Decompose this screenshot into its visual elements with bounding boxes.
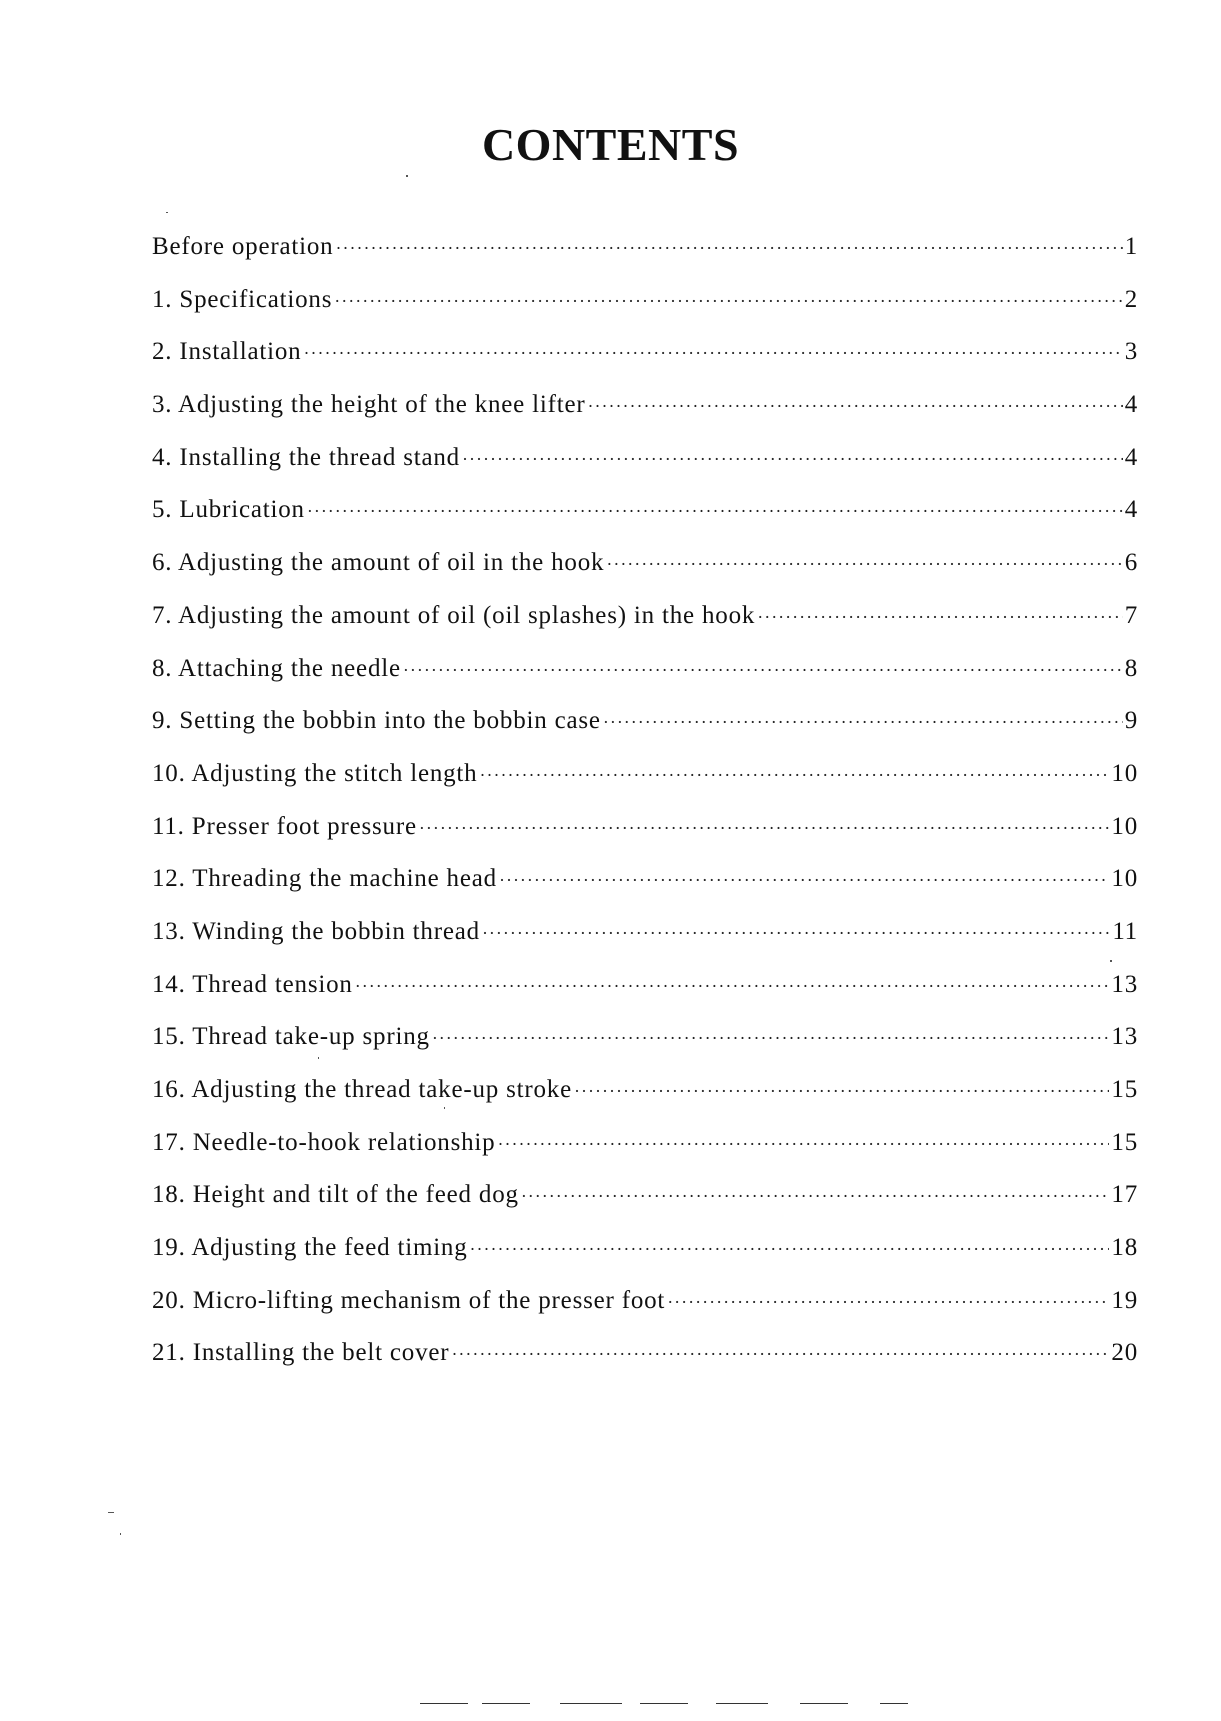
toc-entry bbox=[152, 813, 1138, 866]
toc-entry bbox=[152, 444, 1138, 497]
toc-entry bbox=[152, 496, 1138, 549]
toc-leader-dots bbox=[574, 1081, 1109, 1102]
toc-entry bbox=[152, 918, 1138, 971]
toc-entry-label: 6. Adjusting the amount of oil in the hook bbox=[152, 549, 605, 577]
toc-entry-page: 4 bbox=[1124, 496, 1138, 524]
toc-leader-dots bbox=[334, 291, 1122, 312]
toc-entry-label: 7. Adjusting the amount of oil (oil splashes) in the hook bbox=[152, 601, 756, 629]
scan-edge-mark bbox=[560, 1703, 622, 1704]
toc-entry-label: 18. Height and tilt of the feed dog bbox=[152, 1181, 519, 1209]
toc-entry-label: 10. Adjusting the stitch length bbox=[152, 759, 478, 787]
toc-entry bbox=[152, 602, 1138, 655]
toc-leader-dots bbox=[470, 1239, 1110, 1260]
toc-leader-dots bbox=[355, 976, 1110, 997]
toc-entry-label: 21. Installing the belt cover bbox=[152, 1339, 450, 1367]
toc-leader-dots bbox=[419, 818, 1110, 839]
toc-entry-label: 15. Thread take-up spring bbox=[152, 1023, 430, 1051]
toc-entry bbox=[152, 233, 1138, 286]
toc-entry-label: 16. Adjusting the thread take-up stroke bbox=[152, 1076, 573, 1103]
toc-entry bbox=[152, 391, 1138, 444]
toc-entry-page: 13 bbox=[1111, 970, 1138, 998]
toc-entry-label: 5. Lubrication bbox=[152, 496, 305, 524]
toc-entry-page: 18 bbox=[1111, 1234, 1138, 1262]
toc-entry-label: 9. Setting the bobbin into the bobbin case bbox=[152, 707, 601, 735]
toc-entry-label: 1. Specifications bbox=[152, 285, 333, 313]
toc-entry-page: 17 bbox=[1111, 1181, 1138, 1209]
toc-entry-label: 17. Needle-to-hook relationship bbox=[152, 1128, 496, 1156]
toc-leader-dots bbox=[499, 870, 1109, 891]
table-of-contents bbox=[152, 233, 1138, 1392]
toc-entry-page: 20 bbox=[1111, 1339, 1138, 1367]
toc-entry bbox=[152, 865, 1138, 918]
toc-entry bbox=[152, 707, 1138, 760]
toc-leader-dots bbox=[757, 607, 1122, 628]
toc-entry-page: 10 bbox=[1111, 812, 1138, 840]
toc-entry bbox=[152, 1287, 1138, 1340]
toc-entry-page: 8 bbox=[1124, 654, 1138, 682]
toc-entry bbox=[152, 1076, 1138, 1129]
toc-entry-label: 2. Installation bbox=[152, 338, 302, 366]
toc-entry-page: 7 bbox=[1124, 601, 1138, 629]
toc-leader-dots bbox=[303, 343, 1122, 364]
toc-entry-page: 15 bbox=[1111, 1076, 1138, 1103]
toc-entry-page: 10 bbox=[1111, 865, 1138, 893]
scan-edge-mark bbox=[420, 1703, 468, 1704]
toc-entry-page: 3 bbox=[1124, 338, 1138, 366]
toc-leader-dots bbox=[521, 1186, 1110, 1207]
toc-entry-label: 3. Adjusting the height of the knee lifter bbox=[152, 391, 586, 419]
page-title: CONTENTS bbox=[481, 119, 740, 170]
toc-entry bbox=[152, 1129, 1138, 1182]
toc-entry bbox=[152, 971, 1138, 1024]
toc-entry-page: 1 bbox=[1124, 233, 1138, 260]
toc-entry bbox=[152, 655, 1138, 708]
scan-edge-mark bbox=[482, 1703, 530, 1704]
toc-leader-dots bbox=[603, 712, 1123, 733]
toc-leader-dots bbox=[588, 396, 1123, 417]
toc-entry-label: 11. Presser foot pressure bbox=[152, 812, 417, 840]
toc-entry bbox=[152, 1234, 1138, 1287]
toc-leader-dots bbox=[462, 449, 1123, 470]
toc-entry-label: 14. Thread tension bbox=[152, 970, 353, 998]
toc-entry-page: 2 bbox=[1124, 285, 1138, 313]
toc-entry-page: 6 bbox=[1124, 549, 1138, 577]
toc-leader-dots bbox=[432, 1028, 1110, 1049]
scan-edge-mark bbox=[716, 1703, 768, 1704]
toc-entry bbox=[152, 1339, 1138, 1392]
toc-entry-label: Before operation bbox=[152, 233, 334, 260]
toc-entry bbox=[152, 1181, 1138, 1234]
toc-leader-dots bbox=[403, 660, 1123, 681]
toc-entry-page: 13 bbox=[1111, 1023, 1138, 1051]
toc-leader-dots bbox=[307, 501, 1123, 522]
toc-entry-label: 8. Attaching the needle bbox=[152, 654, 401, 682]
toc-leader-dots bbox=[667, 1292, 1109, 1313]
toc-leader-dots bbox=[335, 238, 1122, 259]
toc-entry bbox=[152, 549, 1138, 602]
toc-entry-label: 20. Micro-lifting mechanism of the presser foot bbox=[152, 1286, 666, 1314]
scan-edge-mark bbox=[800, 1703, 848, 1704]
toc-entry-page: 4 bbox=[1124, 443, 1138, 471]
scan-edge-mark bbox=[640, 1703, 688, 1704]
toc-leader-dots bbox=[479, 765, 1109, 786]
toc-entry-page: 19 bbox=[1111, 1286, 1138, 1314]
toc-entry-page: 11 bbox=[1112, 917, 1138, 945]
toc-entry bbox=[152, 1023, 1138, 1076]
toc-entry-label: 4. Installing the thread stand bbox=[152, 443, 460, 471]
scan-edge-mark bbox=[880, 1703, 908, 1704]
toc-entry bbox=[152, 760, 1138, 813]
toc-leader-dots bbox=[451, 1344, 1109, 1365]
toc-entry-page: 4 bbox=[1124, 391, 1138, 419]
toc-entry-page: 9 bbox=[1124, 707, 1138, 735]
toc-entry bbox=[152, 338, 1138, 391]
toc-leader-dots bbox=[497, 1134, 1109, 1155]
toc-entry-label: 13. Winding the bobbin thread bbox=[152, 917, 480, 945]
toc-entry-label: 12. Threading the machine head bbox=[152, 865, 497, 893]
toc-leader-dots bbox=[482, 923, 1110, 944]
toc-entry-page: 10 bbox=[1111, 759, 1138, 787]
toc-entry-label: 19. Adjusting the feed timing bbox=[152, 1234, 468, 1262]
toc-entry bbox=[152, 286, 1138, 339]
toc-leader-dots bbox=[606, 554, 1122, 575]
toc-entry-page: 15 bbox=[1111, 1128, 1138, 1156]
